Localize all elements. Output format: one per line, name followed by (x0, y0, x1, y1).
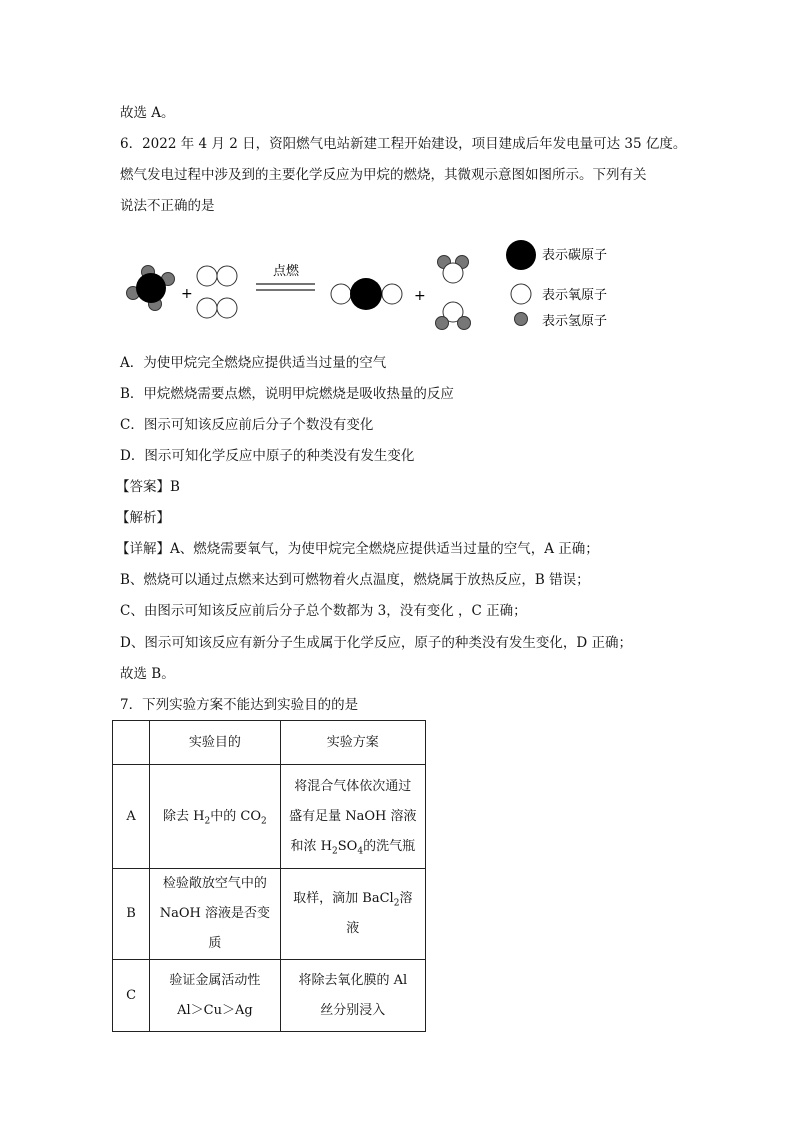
purpose-line: 验证金属活动性 (169, 972, 261, 988)
legend-carbon-label: 表示碳原子 (542, 248, 608, 263)
water-molecule-2 (436, 302, 471, 330)
plan-text: 取样，滴加 BaCl (293, 891, 394, 906)
hydrogen-atom (436, 317, 449, 330)
oxygen-atom (382, 284, 402, 304)
subscript: 2 (260, 816, 267, 827)
q7-stem: 7．下列实验方案不能达到实验目的的是 (120, 697, 359, 713)
row-purpose (150, 960, 281, 1032)
table-header-row (113, 721, 426, 765)
subscript: 4 (357, 846, 364, 857)
carbon-dioxide-molecule (331, 278, 402, 310)
q6-option-c: C．图示可知该反应前后分子个数没有变化 (120, 417, 374, 433)
plan-line (285, 884, 421, 914)
plan-line: 丝分别浸入 (320, 1002, 386, 1018)
plan-text: 和浓 H (290, 838, 333, 854)
oxygen-molecules (197, 266, 237, 318)
oxygen-atom (217, 298, 237, 318)
row-plan (280, 869, 425, 960)
carbon-atom (136, 273, 166, 303)
oxygen-atom (443, 263, 463, 283)
methane-molecule (127, 266, 175, 311)
plus-sign-2: + (414, 288, 426, 304)
oxygen-atom (197, 266, 217, 286)
row-label: C (113, 960, 150, 1032)
plan-text: 的洗气瓶 (363, 838, 416, 854)
water-molecule-1 (438, 256, 469, 284)
subscript: 2 (332, 846, 338, 857)
purpose-text: 中的 CO (210, 808, 261, 824)
q6-stem-line1: 6．2022 年 4 月 2 日，资阳燃气电站新建工程开始建设，项目建成后年发电量可达 35 亿度。 (120, 136, 687, 152)
header-purpose: 实验目的 (150, 721, 281, 765)
carbon-atom (350, 278, 382, 310)
row-label: B (113, 869, 150, 960)
plan-line (285, 832, 421, 862)
plan-text: 溶 (399, 891, 413, 906)
table-row (113, 869, 426, 960)
purpose-line: NaOH 溶液是否变质 (159, 906, 270, 951)
header-plan: 实验方案 (280, 721, 425, 765)
experiment-table (112, 720, 426, 1032)
header-blank (113, 721, 150, 765)
q6-stem-line2: 燃气发电过程中涉及到的主要化学反应为甲烷的燃烧，其微观示意图如图所示。下列有关 (120, 167, 647, 183)
q6-stem-line3: 说法不正确的是 (120, 198, 215, 214)
prev-conclusion: 故选 A。 (120, 105, 175, 121)
table-row (113, 765, 426, 869)
q6-option-d: D．图示可知化学反应中原子的种类没有发生变化 (120, 448, 415, 464)
q6-answer: 【答案】B (116, 479, 180, 495)
row-plan (280, 960, 425, 1032)
table-row (113, 960, 426, 1032)
plan-line: 将除去氧化膜的 Al (298, 972, 408, 988)
row-purpose (150, 765, 281, 869)
q6-conclusion: 故选 B。 (120, 666, 175, 682)
purpose-text: 除去 H (163, 808, 205, 824)
legend-oxygen-icon (511, 284, 531, 304)
plan-line: 盛有足量 NaOH 溶液 (289, 808, 417, 824)
legend-hydrogen-label: 表示氢原子 (542, 314, 608, 329)
row-label: A (113, 765, 150, 869)
subscript: 2 (393, 898, 400, 909)
plus-sign-1: + (181, 286, 193, 302)
legend-hydrogen-icon (515, 313, 528, 326)
purpose-line: 检验敞放空气中的 (162, 876, 267, 891)
legend-carbon-icon (506, 240, 536, 270)
subscript: 2 (204, 816, 211, 827)
reaction-condition: 点燃 (273, 264, 300, 279)
hydrogen-atom (458, 317, 471, 330)
purpose-line: Al＞Cu＞Ag (177, 1002, 253, 1018)
row-plan (280, 765, 425, 869)
plan-line: 液 (346, 921, 360, 936)
q6-detail-d: D、图示可知该反应有新分子生成属于化学反应，原子的种类没有发生变化，D 正确； (120, 635, 632, 651)
row-purpose (150, 869, 281, 960)
oxygen-atom (331, 284, 351, 304)
oxygen-atom (197, 298, 217, 318)
q6-option-b: B．甲烷燃烧需要点燃，说明甲烷燃烧是吸收热量的反应 (120, 386, 454, 402)
plan-text: SO (337, 838, 358, 854)
q6-option-a: A．为使甲烷完全燃烧应提供适当过量的空气 (120, 355, 387, 371)
plan-line: 将混合气体依次通过 (294, 778, 412, 794)
q6-detail-a: 【详解】A、燃烧需要氧气，为使甲烷完全燃烧应提供适当过量的空气，A 正确； (116, 541, 599, 557)
oxygen-atom (217, 266, 237, 286)
methane-combustion-diagram (115, 232, 635, 340)
q6-analysis-title: 【解析】 (116, 510, 170, 526)
legend-oxygen-label: 表示氧原子 (542, 288, 608, 303)
q6-detail-c: C、由图示可知该反应前后分子总个数都为 3，没有变化 ，C 正确； (120, 603, 527, 619)
q6-detail-b: B、燃烧可以通过点燃来达到可燃物着火点温度，燃烧属于放热反应，B 错误； (120, 572, 590, 588)
